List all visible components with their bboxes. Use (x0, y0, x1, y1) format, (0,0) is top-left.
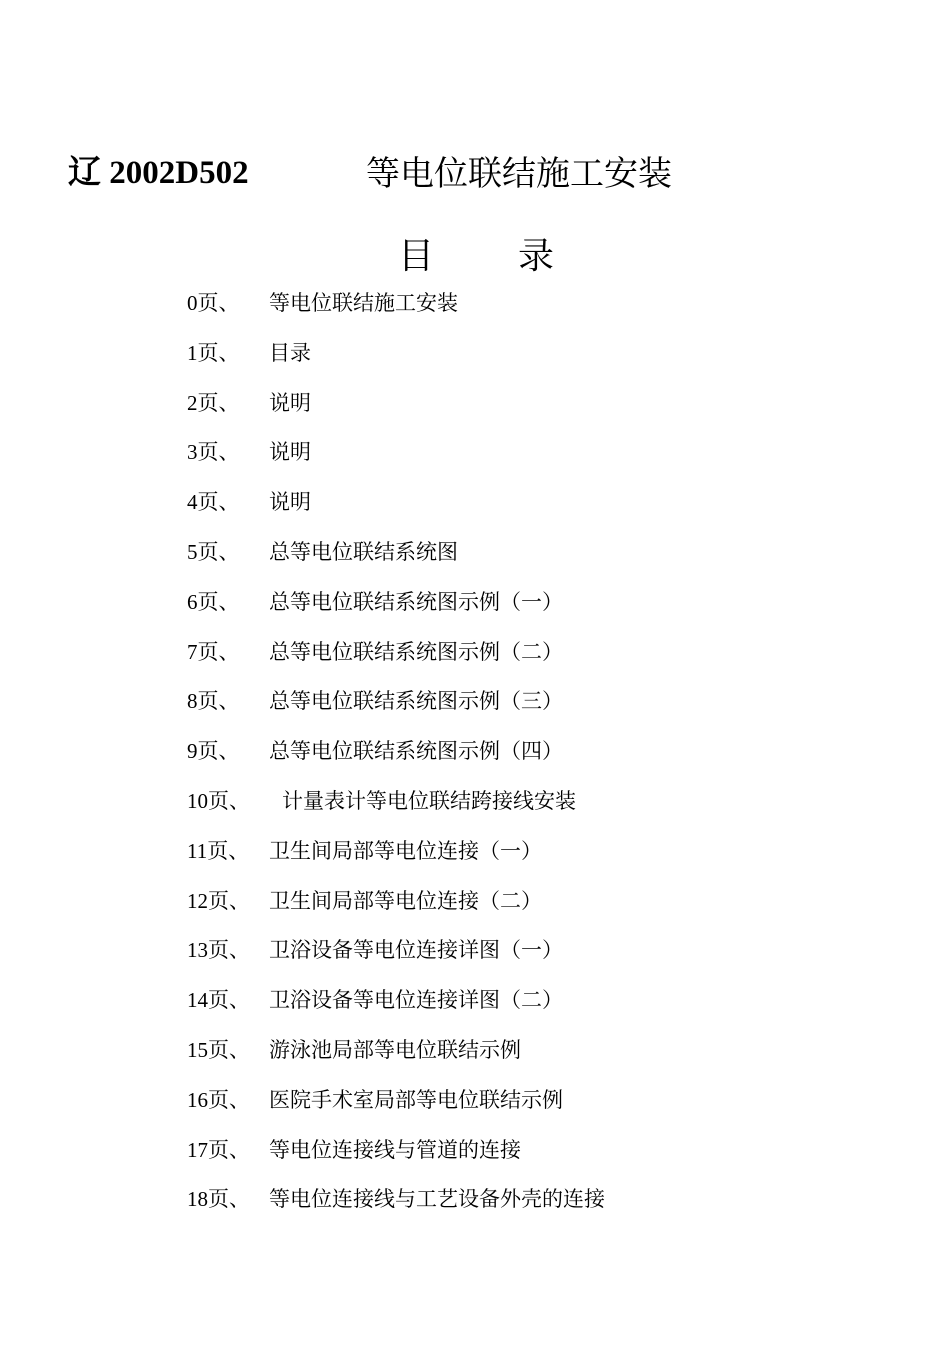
toc-item (187, 385, 787, 435)
toc-item (187, 534, 787, 584)
toc-item-title: 总等电位联结系统图示例（二） (269, 639, 563, 664)
toc-page-number: 15页、 (187, 1037, 250, 1062)
toc-item-title: 说明 (269, 440, 311, 465)
toc-page-number: 18页、 (187, 1187, 250, 1212)
toc-item (187, 335, 787, 385)
toc-item (187, 982, 787, 1032)
toc-item-title: 卫浴设备等电位连接详图（二） (269, 988, 563, 1013)
toc-heading-part-2: 录 (518, 236, 555, 277)
toc-page-number: 6页、 (187, 589, 240, 614)
toc-page-number: 9页、 (187, 739, 240, 764)
toc-item-title: 总等电位联结系统图示例（一） (269, 589, 563, 614)
toc-item-title: 卫生间局部等电位连接（二） (269, 888, 542, 913)
toc-item (187, 634, 787, 684)
toc-item-title: 总等电位联结系统图 (269, 539, 458, 564)
toc-page-number: 10页、 (187, 788, 250, 813)
toc-item (187, 932, 787, 982)
toc-page-number: 2页、 (187, 390, 240, 415)
toc-item-title: 计量表计等电位联结跨接线安装 (282, 788, 576, 813)
toc-item-title: 目录 (269, 340, 311, 365)
toc-item (187, 1132, 787, 1182)
toc-item-title: 等电位连接线与工艺设备外壳的连接 (269, 1187, 605, 1212)
toc-page-number: 3页、 (187, 440, 240, 465)
toc-heading-part-1: 目 (398, 236, 435, 277)
toc-page-number: 17页、 (187, 1137, 250, 1162)
toc-page-number: 12页、 (187, 888, 250, 913)
toc-item (187, 1032, 787, 1082)
toc-page-number: 8页、 (187, 689, 240, 714)
toc-item-title: 总等电位联结系统图示例（三） (269, 689, 563, 714)
toc-item-title: 等电位联结施工安装 (269, 291, 458, 315)
toc-item (187, 584, 787, 634)
toc-heading (398, 228, 568, 278)
toc-item (187, 1082, 787, 1132)
toc-item (187, 883, 787, 933)
toc-item-title: 说明 (269, 490, 311, 515)
toc-item (187, 1181, 787, 1231)
document-header (68, 146, 888, 198)
toc-page-number: 0页、 (187, 291, 240, 315)
toc-item-title: 总等电位联结系统图示例（四） (269, 739, 563, 764)
toc-item-title: 医院手术室局部等电位联结示例 (269, 1087, 563, 1112)
toc-item-title: 说明 (269, 390, 311, 415)
toc-item (187, 683, 787, 733)
toc-item (187, 733, 787, 783)
toc-page-number: 13页、 (187, 938, 250, 963)
toc-item (187, 434, 787, 484)
toc-page-number: 5页、 (187, 539, 240, 564)
toc-page-number: 4页、 (187, 490, 240, 515)
toc-item (187, 783, 787, 833)
toc-item-title: 等电位连接线与管道的连接 (269, 1137, 521, 1162)
toc-item (187, 285, 787, 335)
toc-item (187, 484, 787, 534)
toc-page-number: 11页、 (187, 838, 250, 863)
toc-page-number: 7页、 (187, 639, 240, 664)
document-code: 辽 2002D502 (68, 155, 249, 191)
document-title: 等电位联结施工安装 (366, 154, 672, 194)
toc-list (187, 285, 787, 1231)
toc-page-number: 16页、 (187, 1087, 250, 1112)
toc-item-title: 游泳池局部等电位联结示例 (269, 1037, 521, 1062)
toc-page-number: 1页、 (187, 340, 240, 365)
toc-item-title: 卫浴设备等电位连接详图（一） (269, 938, 563, 963)
toc-item (187, 833, 787, 883)
toc-page-number: 14页、 (187, 988, 250, 1013)
toc-item-title: 卫生间局部等电位连接（一） (269, 838, 542, 863)
